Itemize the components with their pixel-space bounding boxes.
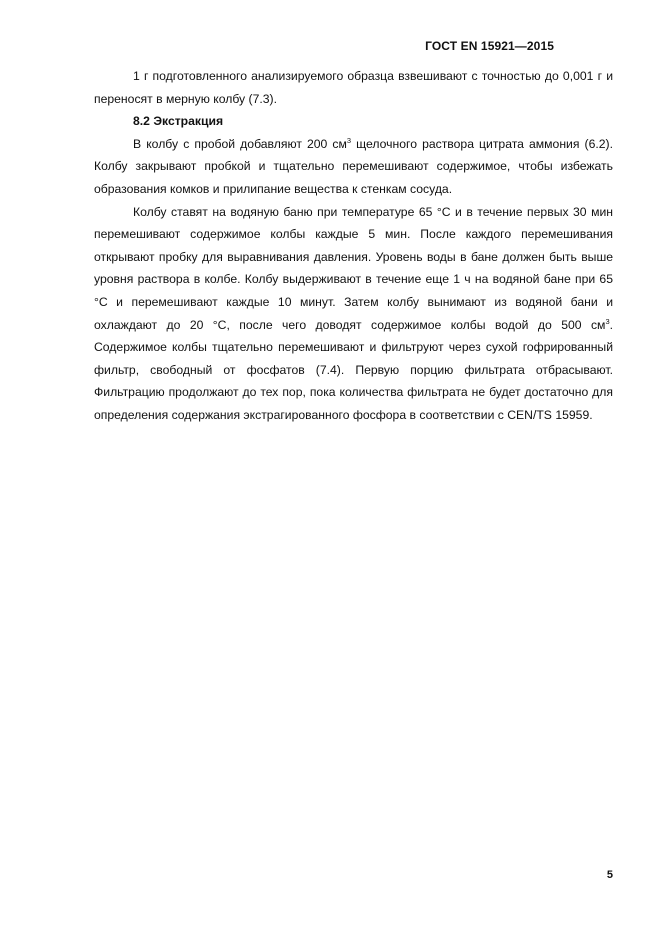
paragraph-text: Колбу ставят на водяную баню при температуре 65 °С и в течение первых 30 мин перемешивают содержимое колбы каждые 5 мин. После каждого перемешивания открывают пробку для выравнивания давления. Уровень воды в бане должен быть выше уровня раствора в колбе. Колбу выдерживают в течение еще 1 ч на водяной бане при 65 °С и перемешивают каждые 10 минут. Затем колбу вынимают из водяной бани и охлаждают до 20 °С, после чего доводят содержимое колбы водой до 500 см [94,204,613,332]
page-number: 5 [606,869,613,881]
paragraph-text: В колбу с пробой добавляют 200 см [133,136,347,151]
paragraph-water-bath [94,201,613,427]
unit-exponent: 3 [605,316,610,326]
document-body [94,65,613,427]
paragraph-text: щелочного раствора цитрата аммония (6.2). Колбу закрывают пробкой и тщательно перемешивают содержимое, чтобы избежать образования комков и прилипание вещества к стенкам сосуда. [94,136,613,196]
paragraph-citrate-addition [94,133,613,201]
section-title-extraction: 8.2 Экстракция [133,114,224,129]
standard-code: ГОСТ EN 15921—2015 [425,39,554,53]
unit-exponent: 3 [346,135,352,145]
paragraph-text: . Содержимое колбы тщательно перемешивают и фильтруют через сухой гофрированный фильтр, свободный от фосфатов (7.4). Первую порцию фильтрата отбрасывают. Фильтрацию продолжают до тех пор, пока количества фильтрата не будет достаточно для определения содержания экстрагированного фосфора в соответствии с CEN/TS 15959. [94,317,613,422]
paragraph-weighing: 1 г подготовленного анализируемого образца взвешивают с точностью до 0,001 г и переносят в мерную колбу (7.3). [94,69,613,106]
document-header [425,39,554,53]
